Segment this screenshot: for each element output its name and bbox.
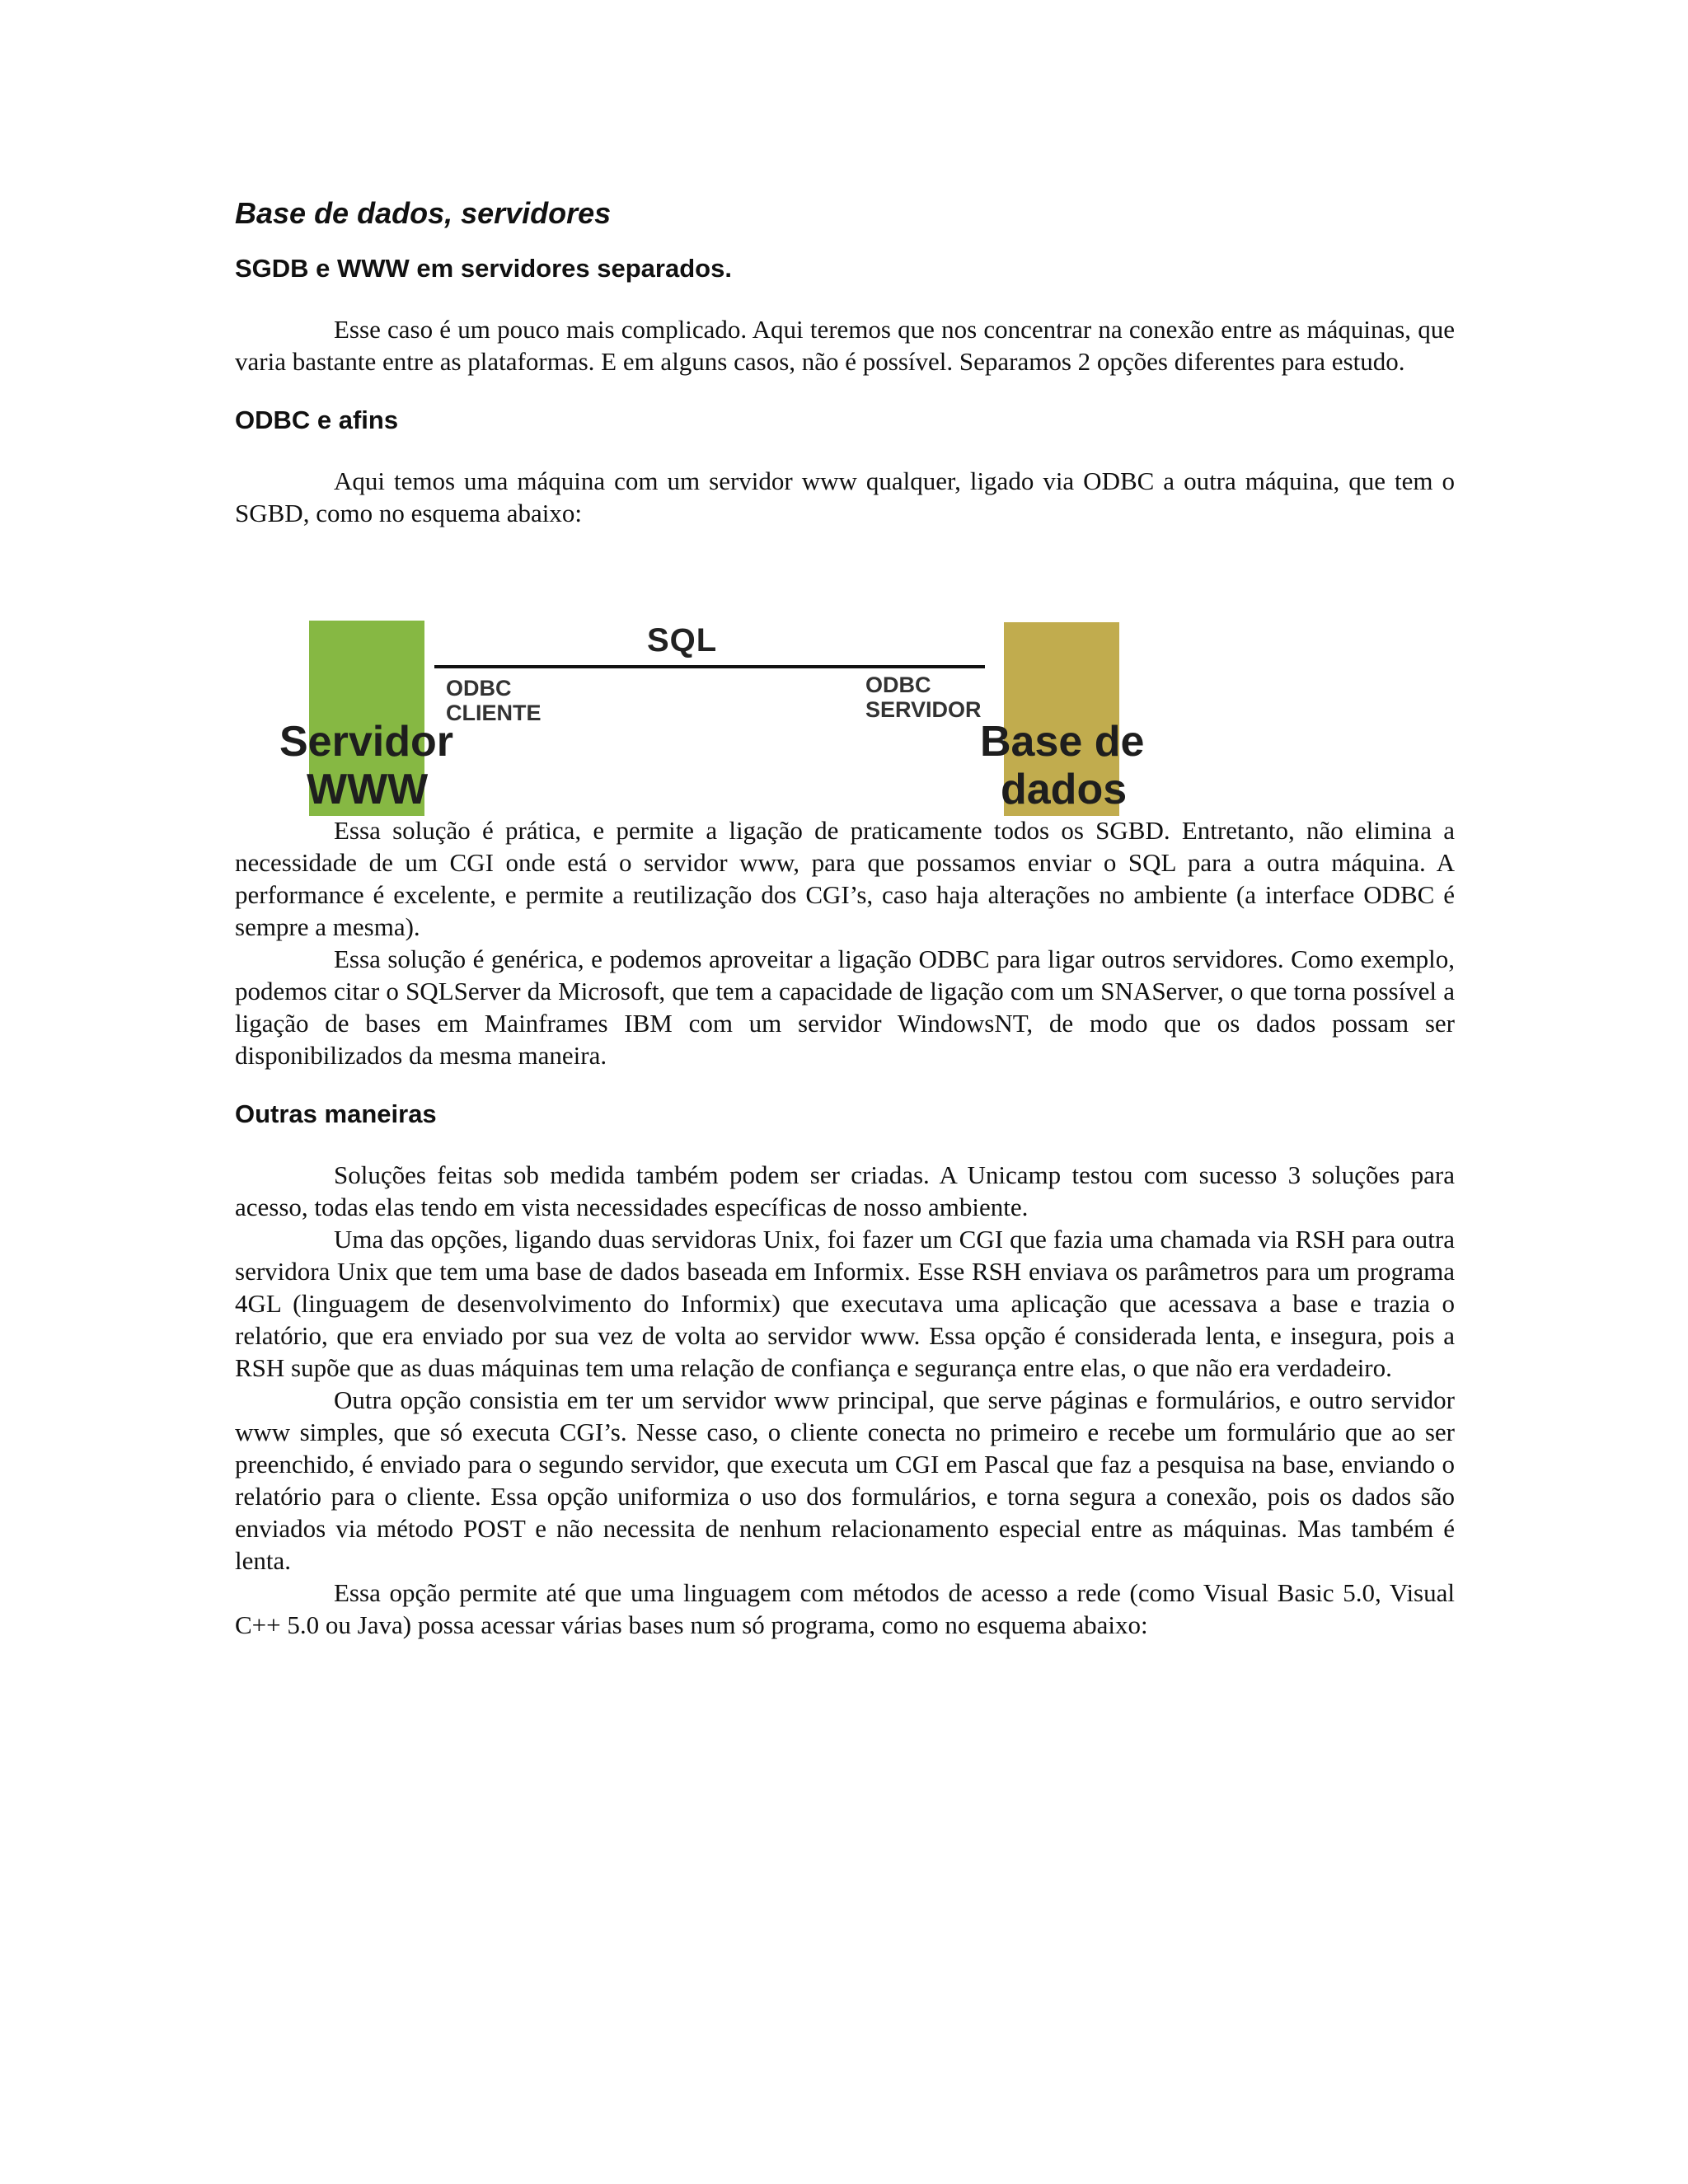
paragraph-outras-3: Outra opção consistia em ter um servidor www principal, que serve páginas e formulários, e outro servidor www simples, que só executa CGI’s. Nesse caso, o cliente conecta no primeiro e recebe um formulário que ao ser preenchido, é enviado para o segundo servidor, que executa um CGI em Pascal que faz a pesquisa na base, enviando o relatório para o cliente. Essa opção uniformiza o uso dos formulários, e torna segura a conexão, pois os dados são enviados via método POST e não necessita de nenhum relacionamento especial entre as máquinas. Mas também é lenta. — [235, 1385, 1455, 1575]
odbc-servidor-label-line1: ODBC — [865, 673, 931, 697]
paragraph-odbc-2: Essa solução é genérica, e podemos aproveitar a ligação ODBC para ligar outros servidores. Como exemplo, podemos citar o SQLServer da Microsoft, que tem a capacidade de ligação com um SNAServer, o que torna possível a ligação de bases em Mainframes IBM com um servidor WindowsNT, de modo que os dados possam ser disponibilizados da mesma maneira. — [235, 944, 1455, 1070]
odbc-servidor-label-line2: SERVIDOR — [865, 697, 982, 722]
section-heading-sgdb-www: SGDB e WWW em servidores separados. — [235, 254, 732, 283]
odbc-diagram — [276, 621, 1158, 827]
odbc-cliente-label-line2: CLIENTE — [446, 701, 542, 725]
section-heading-odbc: ODBC e afins — [235, 405, 399, 434]
paragraph-outras-2: Uma das opções, ligando duas servidoras Unix, foi fazer um CGI que fazia uma chamada via RSH para outra servidora Unix que tem uma base de dados baseada em Informix. Esse RSH enviava os parâmetros para um programa 4GL (linguagem de desenvolvimento do Informix) que executava uma aplicação que acessava a base e trazia o relatório, que era enviado por sua vez de volta ao servidor www. Essa opção é considerada lenta, e insegura, pois a RSH supõe que as duas máquinas tem uma relação de confiança e segurança entre elas, o que não era verdadeiro. — [235, 1225, 1455, 1382]
page-title: Base de dados, servidores — [235, 196, 612, 230]
servidor-www-label-line2: WWW — [307, 766, 429, 813]
paragraph-sgdb-www: Esse caso é um pouco mais complicado. Aqui teremos que nos concentrar na conexão entre as máquinas, que varia bastante entre as plataformas. E em alguns casos, não é possível. Separamos 2 opções diferentes para estudo. — [235, 315, 1455, 376]
base-de-dados-label-line2: dados — [1001, 766, 1128, 813]
section-heading-outras: Outras maneiras — [235, 1099, 437, 1128]
sql-label: SQL — [647, 622, 718, 658]
base-de-dados-label-line1: Base de — [980, 718, 1145, 766]
paragraph-odbc-intro: Aqui temos uma máquina com um servidor www qualquer, ligado via ODBC a outra máquina, que tem o SGBD, como no esquema abaixo: — [235, 466, 1455, 527]
paragraph-outras-4: Essa opção permite até que uma linguagem com métodos de acesso a rede (como Visual Basic 5.0, Visual C++ 5.0 ou Java) possa acessar várias bases num só programa, como no esquema abaixo: — [235, 1578, 1455, 1639]
odbc-cliente-label-line1: ODBC — [446, 676, 512, 701]
servidor-www-label-line1: Servidor — [279, 718, 453, 766]
sql-connection-line — [434, 665, 985, 668]
document-page — [235, 186, 1455, 1641]
paragraph-odbc-1: Essa solução é prática, e permite a ligação de praticamente todos os SGBD. Entretanto, não elimina a necessidade de um CGI onde está o servidor www, para que possamos enviar o SQL para a outra máquina. A performance é excelente, e permite a reutilização dos CGI’s, caso haja alterações no ambiente (a interface ODBC é sempre a mesma). — [235, 816, 1455, 941]
paragraph-outras-1: Soluções feitas sob medida também podem ser criadas. A Unicamp testou com sucesso 3 soluções para acesso, todas elas tendo em vista necessidades específicas de nosso ambiente. — [235, 1160, 1455, 1221]
